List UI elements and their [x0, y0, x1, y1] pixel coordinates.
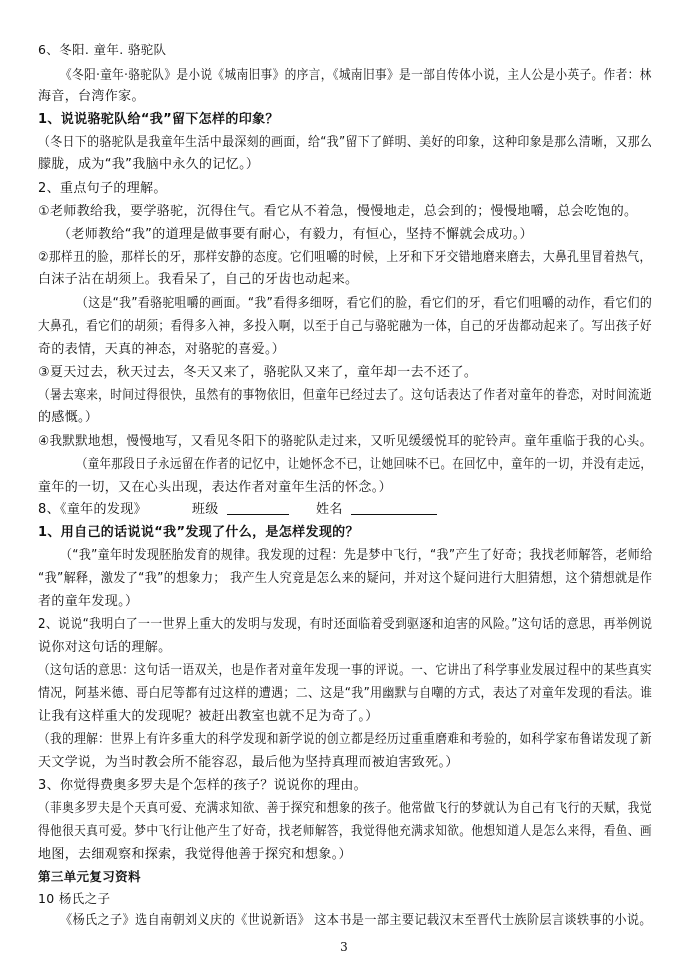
sentence-4-note-line-2: 童年的一切，又在心头出现，表达作者对童年生活的怀念。） [38, 480, 392, 495]
sentence-1: ①老师教给我，要学骆驼，沉得住气。看它从不着急，慢慢地走，总会到的；慢慢地嚼，总会吃饱的。 [38, 204, 638, 219]
lesson-8-meaning-line-3: 让我有这样重大的发现呢？被赶出教室也就不足为奇了。） [38, 709, 379, 724]
lesson-8-answer-3-line-1: （菲奥多罗夫是个天真可爱、充满求知欲、善于探究和想象的孩子。他常做飞行的梦就认为自己有飞行的天赋，我觉 [38, 801, 652, 816]
class-label: 班级 [191, 502, 219, 517]
answer-1-line-2: 朦胧，成为“我”我脑中永久的记忆。） [38, 157, 260, 172]
lesson-8-question-2-line-2: 说你对这句话的理解。 [38, 640, 172, 655]
sentence-3: ③夏天过去，秋天过去，冬天又来了，骆驼队又来了，童年却一去不还了。 [38, 365, 478, 380]
sentence-4-note-line-1: （童年那段日子永远留在作者的记忆中，让她怀念不已，让她回味不已。在回忆中，童年的一切，并没有走远， [76, 457, 653, 472]
answer-1-line-1: （冬日下的骆驼队是我童年生活中最深刻的画面，给“我”留下了鲜明、美好的印象，这种印象是那么清晰，又那么 [38, 135, 653, 150]
lesson-8-meaning-line-1: （这句话的意思：这句话一语双关，也是作者对童年发现一事的评说。一、它讲出了科学事业发展过程中的某些真实 [38, 663, 652, 678]
lesson-8-meaning-line-2: 情况，阿基米德、哥白尼等都有过这样的遭遇；二、这是“我”用幽默与自嘲的方式，表达了对童年发现的看法。谁 [38, 686, 653, 701]
lesson-8-answer-3-line-2: 得他很天真可爱。梦中飞行让他产生了好奇，找老师解答，我觉得他充满求知欲。他想知道人是怎么来得，看鱼、画 [38, 824, 652, 839]
intro-line-1: 《冬阳·童年·骆驼队》是小说《城南旧事》的序言，《城南旧事》是一部自传体小说，主人公是小英子。作者：林 [60, 68, 652, 83]
lesson-8-understanding-line-2: 天文学说，为当时教会所不能容忍，最后他为坚持真理而被迫害致死。） [38, 755, 459, 770]
sentence-2-line-1: ②那样丑的脸，那样长的牙，那样安静的态度。它们咀嚼的时候，上牙和下牙交错地磨来磨去，大鼻孔里冒着热气， [38, 250, 652, 265]
lesson-8-question-2-line-1: 2、说说“我明白了一一世界上重大的发明与发现，有时还面临着受到驱逐和迫害的风险。”这句话的意思，再举例说 [38, 617, 653, 632]
question-1-heading: 1、说说骆驼队给“我”留下怎样的印象？ [38, 112, 279, 127]
lesson-8-question-1: 1、用自己的话说说“我”发现了什么，是怎样发现的？ [38, 525, 359, 540]
lesson-8-understanding-line-1: （我的理解：世界上有许多重大的科学发现和新学说的创立都是经历过重重磨难和考验的，如科学家布鲁诺发现了新 [38, 732, 652, 747]
lesson-6-title: 6、冬阳. 童年. 骆驼队 [38, 42, 167, 57]
sentence-3-note-line-1: （暑去寒来，时间过得很快，虽然有的事物依旧，但童年已经过去了。这句话表达了作者对童年的眷恋，对时间流逝 [38, 388, 652, 403]
sentence-4: ④我默默地想，慢慢地写，又看见冬阳下的骆驼队走过来，又听见缓缓悦耳的驼铃声。童年重临于我的心头。 [38, 434, 653, 449]
question-2-heading: 2、重点句子的理解。 [38, 181, 167, 196]
lesson-8-question-3: 3、你觉得费奥多罗夫是个怎样的孩子？说说你的理由。 [38, 778, 368, 793]
lesson-8-answer-1-line-2: “我”解释，激发了“我”的想象力； 我产生人究竟是怎么来的疑问，并对这个疑问进行大胆猜想，这个猜想就是作 [38, 571, 653, 586]
lesson-8-answer-1-line-3: 者的童年发现。） [38, 594, 139, 609]
lesson-8-title: 8、《童年的发现》 [38, 502, 147, 517]
sentence-1-note: （老师教给“我”的道理是做事要有耐心，有毅力，有恒心，坚持不懈就会成功。） [58, 227, 533, 242]
unit-3-heading: 第三单元复习资料 [38, 869, 141, 884]
sentence-2-note-line-1: （这是“我”看骆驼咀嚼的画面。“我”看得多细呀，看它们的脸，看它们的牙，看它们咀嚼的动作，看它们的 [76, 296, 653, 311]
lesson-8-answer-1-line-1: （“我”童年时发现胚胎发育的规律。我发现的过程：先是梦中飞行，“我”产生了好奇；我找老师解答，老师给 [60, 548, 653, 563]
sentence-3-note-line-2: 的感慨。） [38, 410, 99, 425]
sentence-2-line-2: 白沫子沾在胡须上。我看呆了，自己的牙齿也动起来。 [38, 272, 359, 287]
name-blank [351, 502, 437, 515]
intro-line-2: 海音，台湾作家。 [38, 89, 145, 104]
lesson-8-header [38, 502, 437, 518]
name-label: 姓名 [316, 502, 343, 517]
lesson-8-answer-3-line-3: 地图，去细观察和探索，我觉得他善于探究和想象。） [38, 847, 352, 862]
page-number: 3 [340, 940, 348, 954]
lesson-10-title: 10 杨氏之子 [38, 891, 111, 906]
lesson-10-intro: 《杨氏之子》选自南朝刘义庆的《世说新语》 这本书是一部主要记载汉末至晋代士族阶层言谈轶事的小说。 [60, 913, 652, 928]
sentence-2-note-line-2: 大鼻孔，看它们的胡须；看得多入神，多投入啊，以至于自己与骆驼融为一体，自己的牙齿都动起来了。写出孩子好 [38, 319, 652, 334]
sentence-2-note-line-3: 奇的表情，天真的神态，对骆驼的喜爱。） [38, 342, 286, 357]
class-blank [227, 502, 289, 515]
